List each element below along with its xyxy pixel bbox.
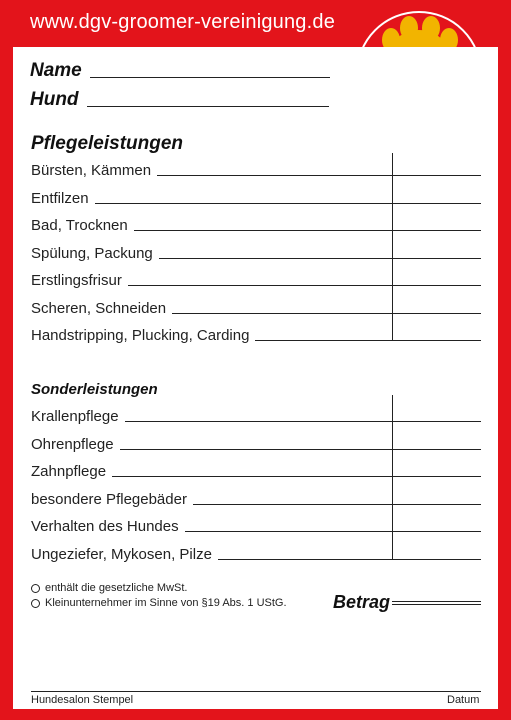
small-business-note[interactable]: Kleinunternehmer im Sinne von §19 Abs. 1 UStG. bbox=[31, 597, 287, 609]
care-item-label: Spülung, Packung bbox=[31, 244, 153, 262]
care-item-row[interactable] bbox=[31, 159, 481, 179]
care-item-line[interactable] bbox=[134, 230, 481, 231]
special-item-row[interactable] bbox=[31, 543, 481, 563]
dog-field[interactable] bbox=[30, 89, 329, 111]
special-item-line[interactable] bbox=[185, 531, 481, 532]
care-item-label: Scheren, Schneiden bbox=[31, 299, 167, 317]
special-item-label: besondere Pflegebäder bbox=[31, 490, 187, 508]
stamp-label: Hundesalon Stempel bbox=[31, 694, 134, 706]
name-line[interactable] bbox=[90, 77, 330, 78]
special-item-row[interactable] bbox=[31, 405, 481, 425]
care-item-label: Bad, Trocknen bbox=[31, 217, 128, 234]
care-item-row[interactable] bbox=[31, 187, 481, 207]
date-label: Datum bbox=[447, 694, 480, 706]
special-item-row[interactable] bbox=[31, 433, 481, 453]
amount-line-bottom bbox=[392, 604, 481, 605]
care-item-row[interactable] bbox=[31, 269, 481, 289]
radio-circle-icon[interactable] bbox=[31, 599, 40, 608]
care-item-line[interactable] bbox=[159, 258, 481, 259]
care-item-row[interactable] bbox=[31, 242, 481, 262]
care-item-label: Erstlingsfrisur bbox=[31, 272, 122, 289]
special-item-label: Ohrenpflege bbox=[31, 435, 114, 453]
care-item-row[interactable] bbox=[31, 297, 481, 317]
care-item-row[interactable] bbox=[31, 324, 481, 344]
special-item-row[interactable] bbox=[31, 460, 481, 480]
special-title: Sonderleistungen bbox=[31, 381, 158, 398]
care-item-label: Entfilzen bbox=[31, 189, 89, 207]
care-item-label: Bürsten, Kämmen bbox=[31, 162, 152, 179]
care-title: Pflegeleistungen bbox=[31, 133, 184, 154]
special-item-line[interactable] bbox=[193, 504, 481, 505]
amount-line-top[interactable] bbox=[392, 601, 481, 602]
footer-line bbox=[31, 691, 481, 692]
care-item-row[interactable] bbox=[31, 214, 481, 234]
special-item-label: Verhalten des Hundes bbox=[31, 518, 179, 535]
special-item-line[interactable] bbox=[112, 476, 481, 477]
special-item-row[interactable] bbox=[31, 515, 481, 535]
name-label: Name bbox=[30, 60, 82, 81]
vat-note[interactable]: enthält die gesetzliche MwSt. bbox=[31, 582, 187, 594]
care-item-line[interactable] bbox=[255, 340, 481, 341]
special-item-line[interactable] bbox=[120, 449, 481, 450]
care-item-line[interactable] bbox=[157, 175, 481, 176]
special-item-line[interactable] bbox=[125, 421, 481, 422]
care-item-line[interactable] bbox=[95, 203, 481, 204]
special-item-label: Krallenpflege bbox=[31, 408, 119, 425]
website-url[interactable]: www.dgv-groomer-vereinigung.de bbox=[30, 11, 336, 33]
special-item-label: Zahnpflege bbox=[31, 463, 107, 480]
care-item-label: Handstripping, Plucking, Carding bbox=[31, 327, 250, 344]
dog-line[interactable] bbox=[87, 106, 329, 107]
care-item-line[interactable] bbox=[128, 285, 481, 286]
dog-label: Hund bbox=[30, 89, 79, 110]
name-field[interactable] bbox=[30, 60, 330, 82]
special-item-line[interactable] bbox=[218, 559, 481, 560]
care-item-line[interactable] bbox=[172, 313, 481, 314]
radio-circle-icon[interactable] bbox=[31, 584, 40, 593]
special-item-label: Ungeziefer, Mykosen, Pilze bbox=[31, 545, 212, 563]
amount-label: Betrag bbox=[333, 592, 391, 612]
special-item-row[interactable] bbox=[31, 488, 481, 508]
